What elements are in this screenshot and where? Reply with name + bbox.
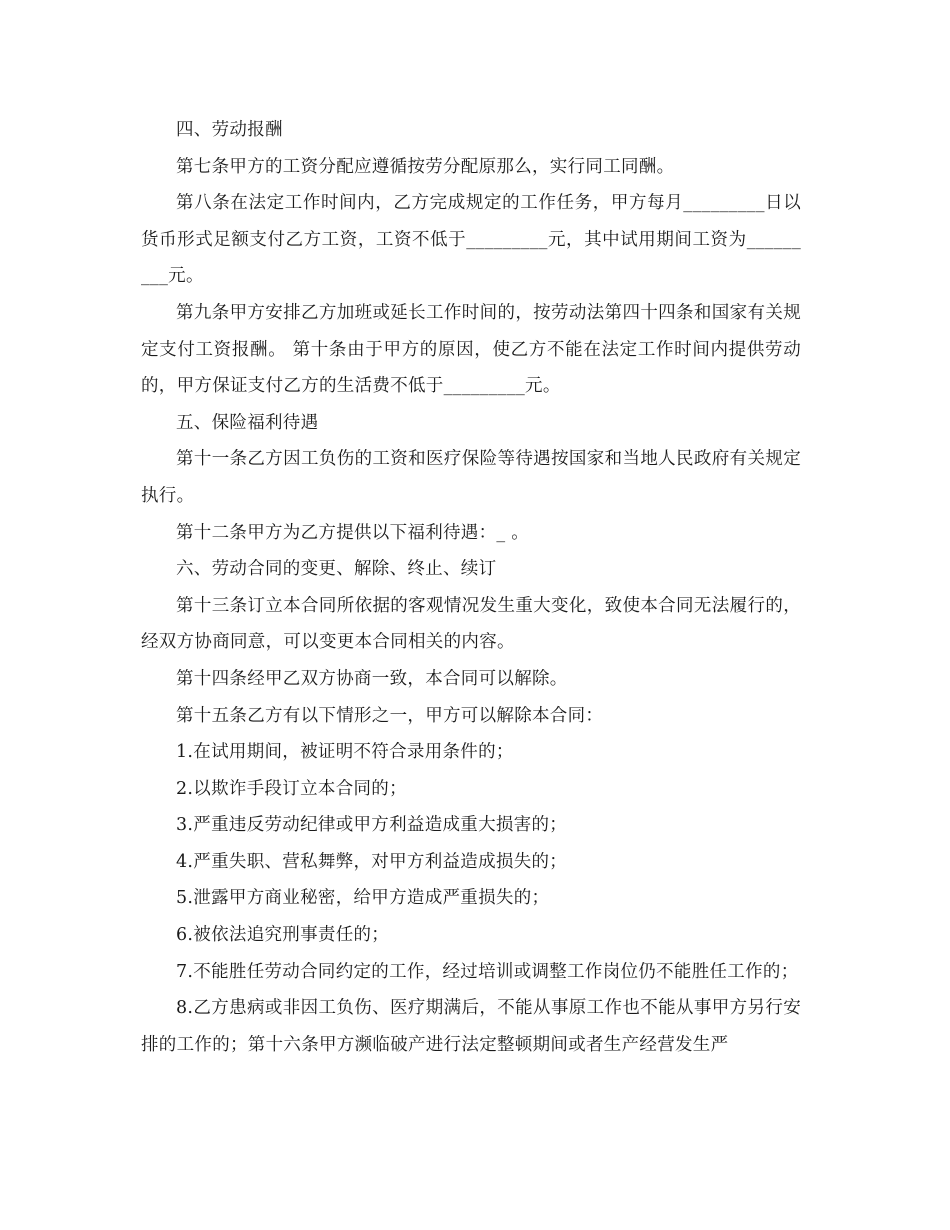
list-item-2: 2.以欺诈手段订立本合同的； <box>176 778 407 799</box>
article-11: 第十一条乙方因工负伤的工资和医疗保险等待遇按国家和当地人民政府有关规定执行。 <box>141 449 801 506</box>
article-14: 第十四条经甲乙双方协商一致，本合同可以解除。 <box>176 668 568 689</box>
section-heading-insurance-welfare: 五、保险福利待遇 <box>176 412 319 433</box>
list-item-3: 3.严重违反劳动纪律或甲方利益造成重大损害的； <box>176 815 568 836</box>
article-7: 第七条甲方的工资分配应遵循按劳分配原那么，实行同工同酬。 <box>176 156 675 177</box>
list-item-5: 5.泄露甲方商业秘密，给甲方造成严重损失的； <box>176 888 550 909</box>
document-body <box>141 112 801 1063</box>
section-heading-contract-changes: 六、劳动合同的变更、解除、终止、续订 <box>176 559 497 580</box>
list-item-6: 6.被依法追究刑事责任的； <box>176 925 390 946</box>
list-item-4: 4.严重失职、营私舞弊，对甲方利益造成损失的； <box>176 851 568 872</box>
section-heading-labor-remuneration: 四、劳动报酬 <box>176 120 283 140</box>
article-9-10: 第九条甲方安排乙方加班或延长工作时间的，按劳动法第四十四条和国家有关规定支付工资报酬。 第十条由于甲方的原因，使乙方不能在法定工作时间内提供劳动的，甲方保证支付乙方的生活费不低于_________元。 <box>141 302 801 397</box>
list-item-7: 7.不能胜任劳动合同约定的工作，经过培训或调整工作岗位仍不能胜任工作的； <box>176 961 799 982</box>
article-12: 第十二条甲方为乙方提供以下福利待遇：_ 。 <box>176 522 530 543</box>
list-item-8: 8.乙方患病或非因工负伤、医疗期满后，不能从事原工作也不能从事甲方另行安排的工作的；第十六条甲方濒临破产进行法定整顿期间或者生产经营发生严 <box>141 998 801 1055</box>
article-8: 第八条在法定工作时间内，乙方完成规定的工作任务，甲方每月_________日以货币形式足额支付乙方工资，工资不低于_________元，其中试用期间工资为_________元。 <box>141 193 801 287</box>
list-item-1: 1.在试用期间，被证明不符合录用条件的； <box>176 742 514 763</box>
article-13: 第十三条订立本合同所依据的客观情况发生重大变化，致使本合同无法履行的，经双方协商同意，可以变更本合同相关的内容。 <box>141 595 801 653</box>
article-15: 第十五条乙方有以下情形之一，甲方可以解除本合同： <box>176 705 604 726</box>
